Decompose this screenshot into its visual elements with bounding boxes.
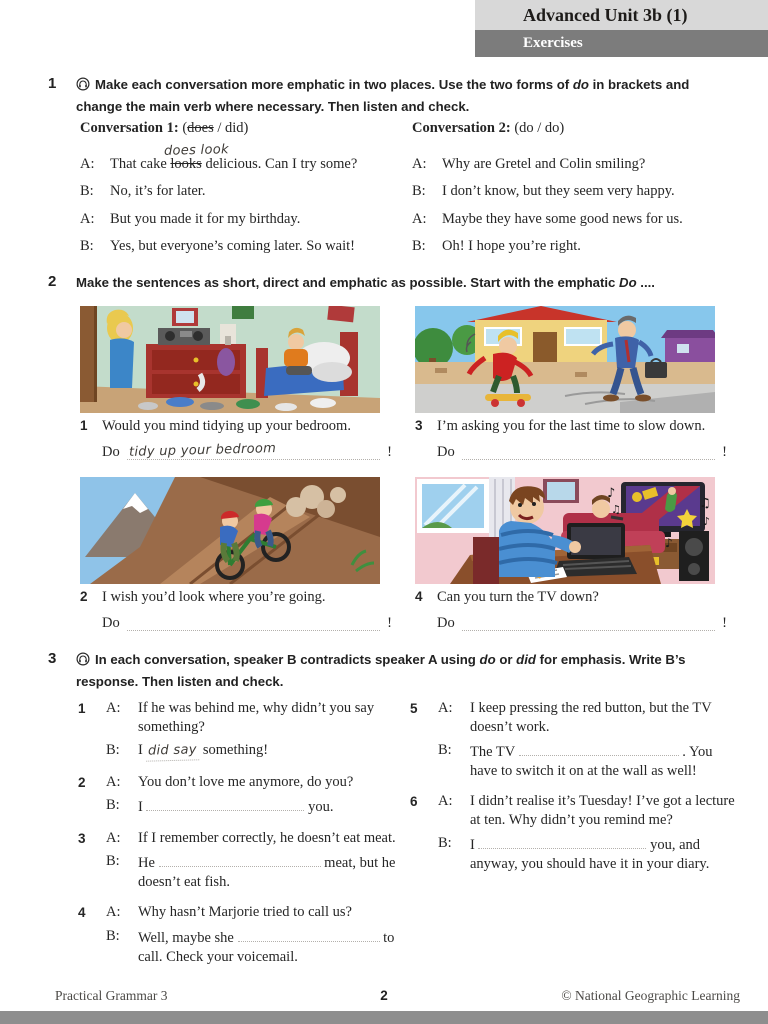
conversation-2 xyxy=(412,119,734,265)
item-prompt: I wish you’d look where you’re going. xyxy=(102,589,326,605)
exercise-3-item-6: 6 A: I didn’t realise it’s Tuesday! I’ve got a lecture at ten. Why didn’t you remind me? B: I you, and anyway, you should have it in your diary. xyxy=(410,793,735,872)
conversation-line: B: No, it’s for later. xyxy=(80,183,206,200)
exercise-3-right-column xyxy=(410,699,735,885)
listening-icon xyxy=(76,652,90,672)
answer-blank[interactable] xyxy=(127,442,380,460)
answer-blank[interactable] xyxy=(462,442,715,460)
exercise-2-heading xyxy=(48,273,724,293)
exercise-2-item-2: 2 I wish you’d look where you’re going. Do ! xyxy=(80,589,392,631)
conversation-line: A: But you made it for my birthday. xyxy=(80,210,301,227)
bottom-edge-bar xyxy=(0,1011,768,1024)
exercise-2-item-4: 4 Can you turn the TV down? Do ! xyxy=(415,589,727,631)
book-title: Practical Grammar 3 xyxy=(55,988,168,1003)
conversation-line: A: That cake does look looks delicious. Can I try some? xyxy=(80,141,358,172)
svg-text:♫: ♫ xyxy=(611,503,621,516)
listening-icon xyxy=(76,77,90,97)
svg-text:♪: ♪ xyxy=(665,536,673,550)
exercise-1-number: 1 xyxy=(48,75,57,92)
item-number: 4 xyxy=(415,589,423,604)
page-number: 2 xyxy=(380,988,388,1003)
exercise-3-item-3: 3 A: If I remember correctly, he doesn’t eat meat. B: He meat, but he doesn’t eat fish. xyxy=(78,829,396,890)
exercise-2-number: 2 xyxy=(48,273,57,290)
exercise-3-number: 3 xyxy=(48,650,57,667)
answer-blank[interactable] xyxy=(462,613,715,631)
answer-blank[interactable] xyxy=(159,852,321,867)
answer-blank[interactable] xyxy=(478,834,646,849)
answer-blank[interactable] xyxy=(238,927,380,942)
item-number: 3 xyxy=(415,418,423,433)
item-number: 2 xyxy=(80,589,88,604)
conversation-1 xyxy=(80,119,395,265)
exercise-1-heading xyxy=(48,75,724,118)
conversation-line: B: I don’t know, but they seem very happy. xyxy=(412,183,675,200)
conversation-line: A: Why are Gretel and Colin smiling? xyxy=(412,155,646,172)
conversation-line: B: Oh! I hope you’re right. xyxy=(412,238,581,255)
struck-option: does xyxy=(187,120,214,136)
exercise-3-item-1: 1 A: If he was behind me, why didn’t you say something? B: I did say something! xyxy=(78,699,398,766)
exercise-3-item-5: 5 A: I keep pressing the red button, but the TV doesn’t work. B: The TV . You have to switch it on at the wall as well! xyxy=(410,700,713,779)
exercise-3-instructions: In each conversation, speaker B contradicts speaker A using do or did for emphasis. Write B’s response. Then listen and check. xyxy=(76,652,686,690)
handwritten-answer[interactable]: did say xyxy=(146,742,199,761)
handwritten-answer[interactable]: tidy up your bedroom xyxy=(128,441,277,460)
svg-text:♪: ♪ xyxy=(607,486,616,501)
answer-blank[interactable] xyxy=(519,741,679,756)
unit-title-band xyxy=(475,0,768,30)
copyright: © National Geographic Learning xyxy=(561,988,740,1003)
exercise-1-instructions: Make each conversation more emphatic in two places. Use the two forms of do in brackets and change the main verb where necessary. Then listen and check. xyxy=(76,77,690,115)
conversation-1-title: Conversation 1: (does / did) xyxy=(80,120,249,136)
item-prompt: Would you mind tidying up your bedroom. xyxy=(102,418,351,434)
conversation-2-title: Conversation 2: (do / do) xyxy=(412,120,565,136)
exercise-3-left-column xyxy=(78,699,398,978)
svg-text:♪: ♪ xyxy=(703,515,711,528)
section-band xyxy=(475,30,768,57)
illustration-mountain-bike xyxy=(80,477,380,584)
conversation-line: A: Maybe they have some good news for us. xyxy=(412,210,683,227)
unit-title: Advanced Unit 3b (1) xyxy=(523,5,688,25)
svg-text:♫: ♫ xyxy=(699,496,711,511)
item-prompt: I’m asking you for the last time to slow down. xyxy=(437,418,706,434)
answer-blank[interactable] xyxy=(127,613,380,631)
exercise-2-instructions: Make the sentences as short, direct and emphatic as possible. Start with the emphatic Do .... xyxy=(76,275,655,290)
illustration-messy-bedroom xyxy=(80,306,380,413)
handwritten-correction[interactable]: does look xyxy=(164,141,230,159)
illustration-skateboard-street xyxy=(415,306,715,413)
exercise-3-item-4: 4 A: Why hasn’t Marjorie tried to call us? B: Well, maybe she to call. Check your voicemail. xyxy=(78,904,395,965)
answer-blank[interactable] xyxy=(146,796,304,811)
exercise-3-heading xyxy=(48,650,724,693)
section-label: Exercises xyxy=(523,35,583,51)
exercise-2-item-1: 1 Would you mind tidying up your bedroom. Do tidy up your bedroom ! xyxy=(80,418,392,460)
illustration-loud-tv xyxy=(415,477,715,584)
conversation-line: B: Yes, but everyone’s coming later. So wait! xyxy=(80,238,355,255)
exercise-3-item-2: 2 A: You don’t love me anymore, do you? B: I you. xyxy=(78,773,354,816)
exercise-2-item-3: 3 I’m asking you for the last time to slow down. Do ! xyxy=(415,418,727,460)
item-prompt: Can you turn the TV down? xyxy=(437,589,599,605)
item-number: 1 xyxy=(80,418,88,433)
